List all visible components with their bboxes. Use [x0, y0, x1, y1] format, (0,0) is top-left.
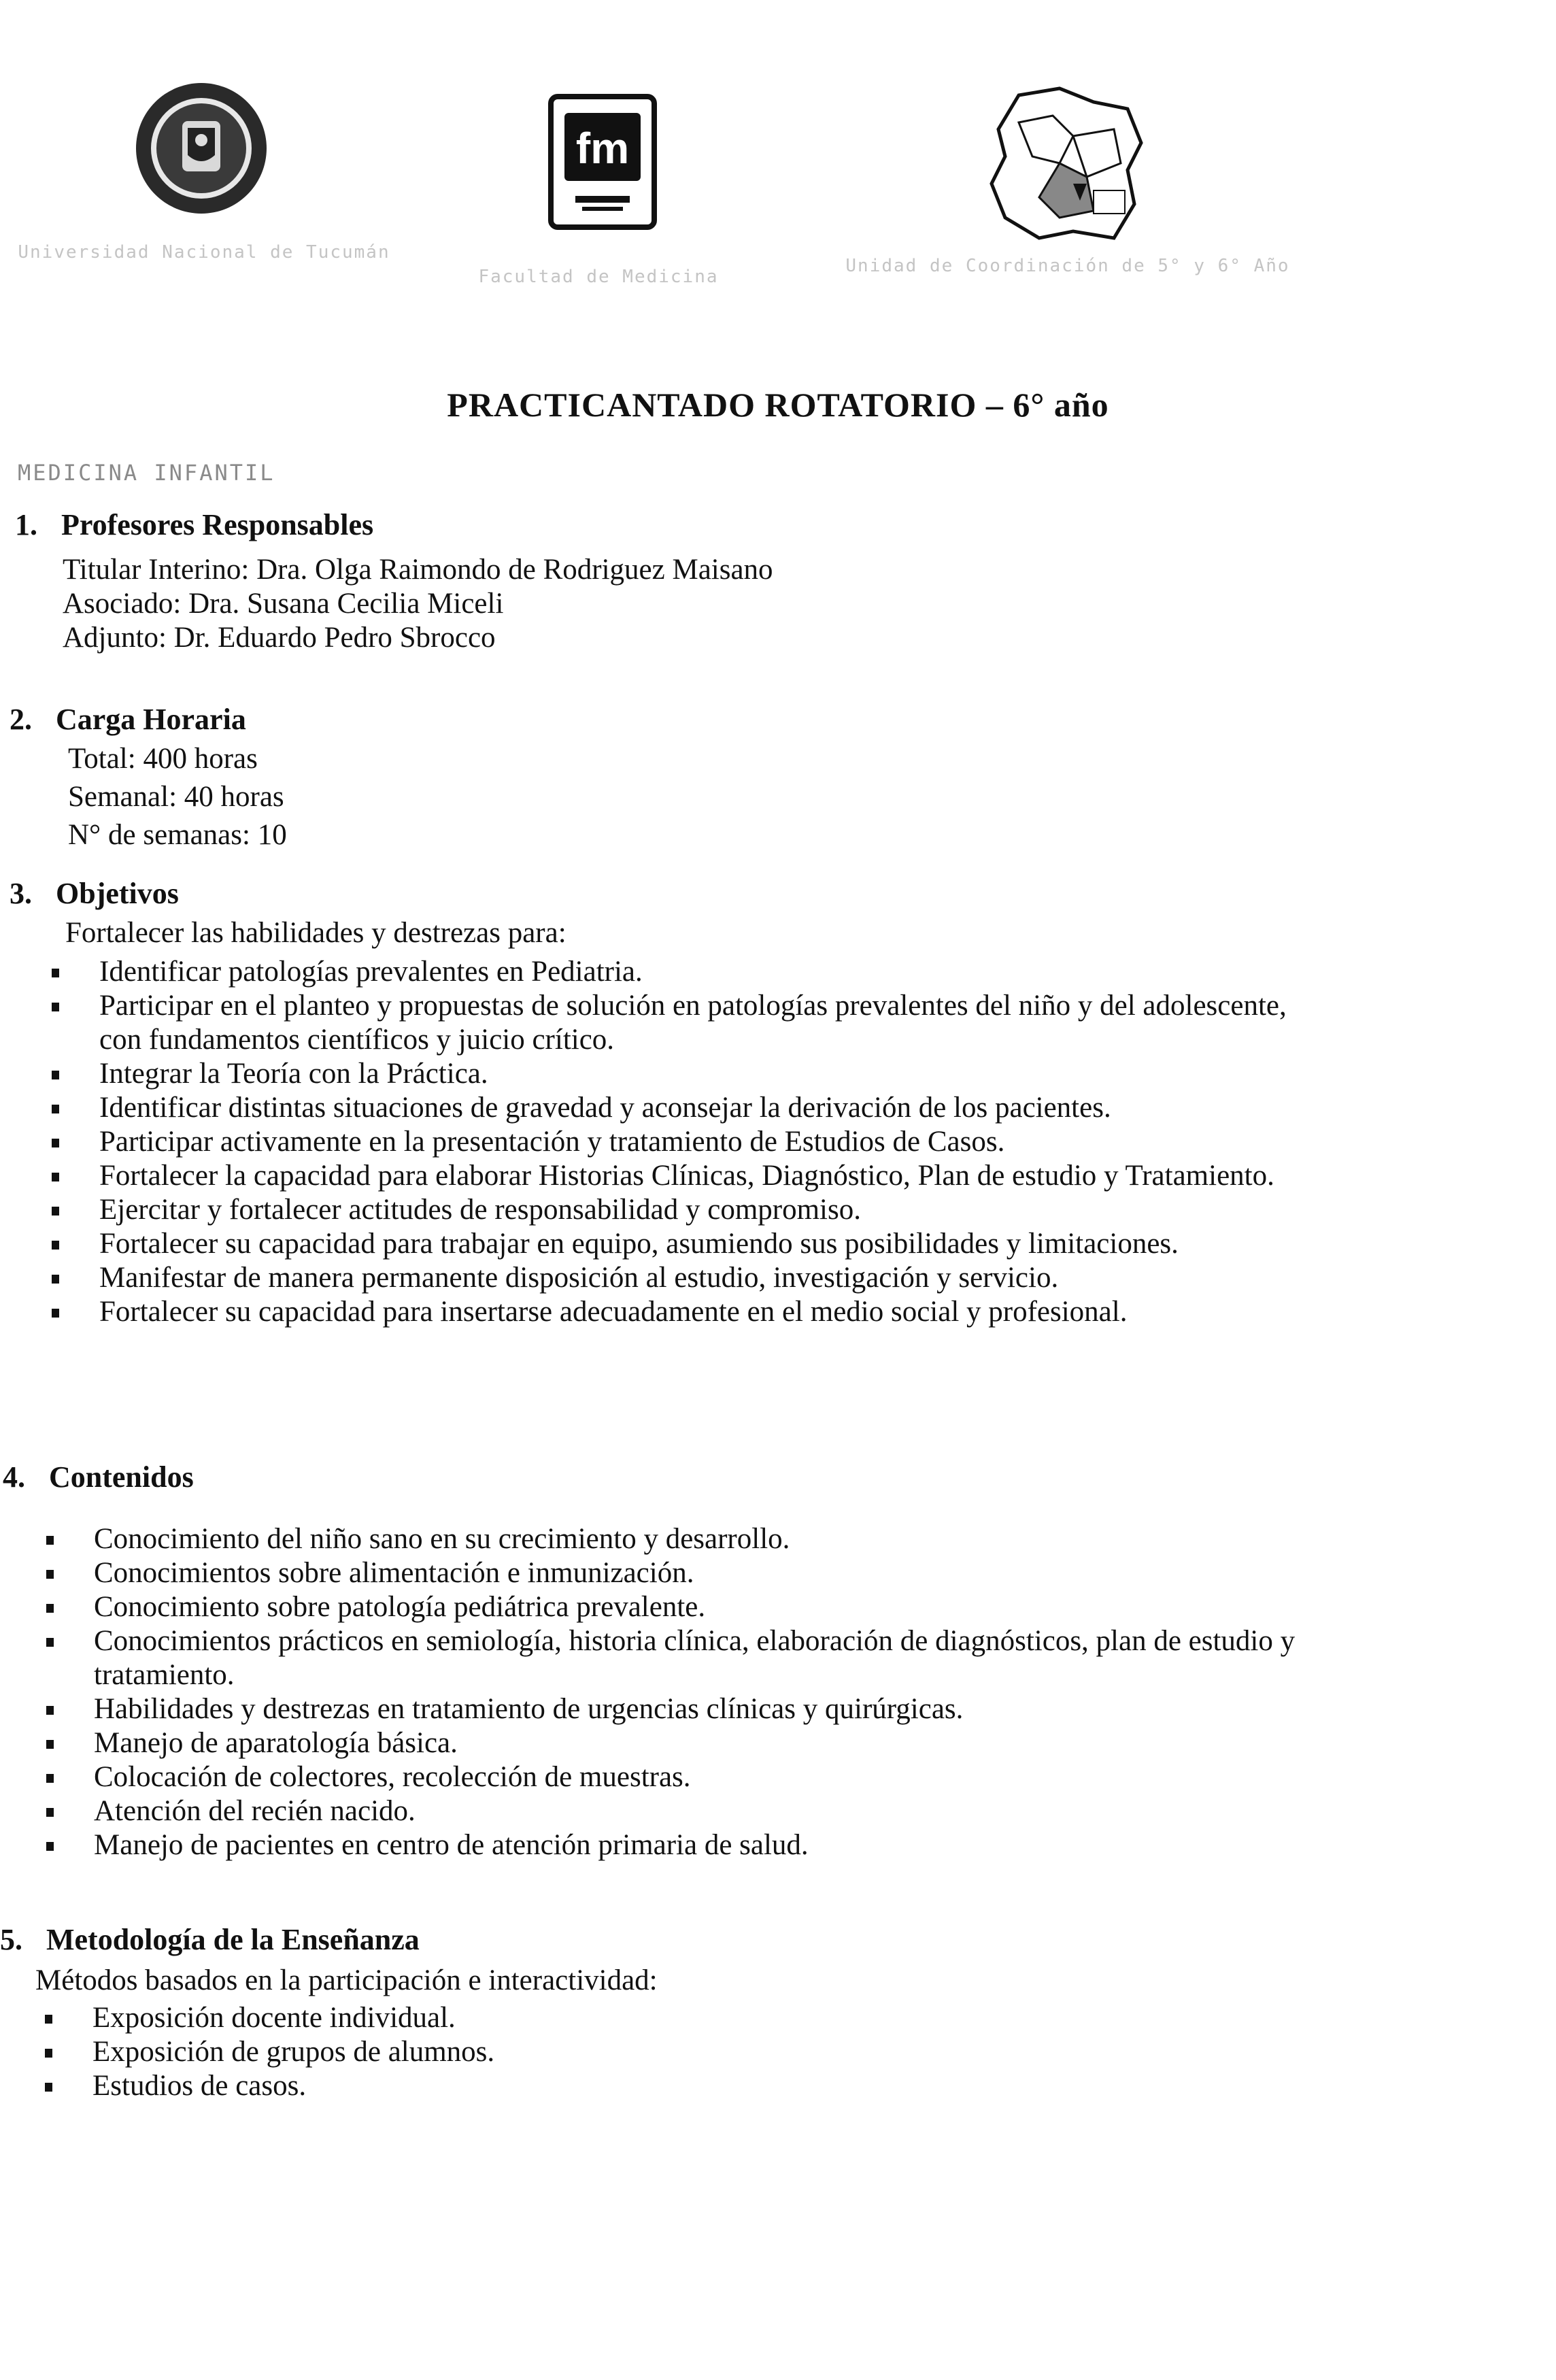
hours-line: Semanal: 40 horas	[68, 781, 284, 813]
list-item: Estudios de casos.	[44, 2069, 1268, 2103]
section-title: Carga Horaria	[56, 703, 246, 736]
professor-line: Asociado: Dra. Susana Cecilia Miceli	[63, 588, 504, 620]
objectives-list	[50, 955, 1288, 1329]
list-item: Participar activamente en la presentación y tratamiento de Estudios de Casos.	[50, 1125, 1288, 1159]
section-number: 2.	[10, 703, 32, 736]
objectives-intro: Fortalecer las habilidades y destrezas para:	[65, 917, 566, 949]
section-number: 3.	[10, 877, 32, 910]
list-item: Atención del recién nacido.	[45, 1794, 1296, 1828]
list-item: Exposición docente individual.	[44, 2001, 1268, 2035]
subject-label: MEDICINA INFANTIL	[18, 460, 275, 486]
list-item: Habilidades y destrezas en tratamiento de urgencias clínicas y quirúrgicas.	[45, 1692, 1296, 1726]
list-item: Exposición de grupos de alumnos.	[44, 2035, 1268, 2069]
list-item: Conocimientos sobre alimentación e inmunización.	[45, 1556, 1296, 1590]
list-item: Participar en el planteo y propuestas de solución en patologías prevalentes del niño y del adolescente, con fundamentos científicos y juicio crítico.	[50, 989, 1288, 1057]
section-heading	[10, 702, 246, 737]
methods-intro: Métodos basados en la participación e interactividad:	[35, 1964, 658, 1996]
methods-list	[44, 2001, 1268, 2103]
section-heading	[10, 876, 179, 911]
list-item: Conocimiento sobre patología pediátrica prevalente.	[45, 1590, 1296, 1624]
section-number: 4.	[3, 1460, 25, 1494]
list-item: Conocimientos prácticos en semiología, historia clínica, elaboración de diagnósticos, plan de estudio y tratamiento.	[45, 1624, 1296, 1692]
list-item: Fortalecer su capacidad para insertarse adecuadamente en el medio social y profesional.	[50, 1295, 1288, 1329]
svg-text:fm: fm	[575, 124, 630, 173]
list-item: Colocación de colectores, recolección de muestras.	[45, 1760, 1296, 1794]
contents-list	[45, 1522, 1296, 1862]
section-title: Objetivos	[56, 877, 179, 910]
list-item: Identificar distintas situaciones de gravedad y aconsejar la derivación de los pacientes.	[50, 1091, 1288, 1125]
list-item: Manifestar de manera permanente disposición al estudio, investigación y servicio.	[50, 1261, 1288, 1295]
list-item: Ejercitar y fortalecer actitudes de responsabilidad y compromiso.	[50, 1193, 1288, 1227]
list-item: Manejo de aparatología básica.	[45, 1726, 1296, 1760]
faculty-caption: Facultad de Medicina	[478, 267, 719, 287]
section-number: 5.	[0, 1923, 22, 1956]
professor-line: Titular Interino: Dra. Olga Raimondo de Rodriguez Maisano	[63, 554, 773, 586]
section-title: Contenidos	[49, 1460, 194, 1494]
hours-line: N° de semanas: 10	[68, 819, 287, 851]
faculty-logo	[548, 94, 657, 230]
university-seal	[133, 80, 269, 216]
section-title: Profesores Responsables	[61, 508, 374, 541]
list-item: Identificar patologías prevalentes en Pediatria.	[50, 955, 1288, 989]
section-heading	[3, 1460, 194, 1494]
section-number: 1.	[15, 508, 37, 541]
list-item: Conocimiento del niño sano en su crecimiento y desarrollo.	[45, 1522, 1296, 1556]
document-title: PRACTICANTADO ROTATORIO – 6° año	[447, 386, 1109, 424]
list-item: Manejo de pacientes en centro de atención primaria de salud.	[45, 1828, 1296, 1862]
section-heading	[15, 507, 373, 542]
list-item: Fortalecer su capacidad para trabajar en equipo, asumiendo sus posibilidades y limitaciones.	[50, 1227, 1288, 1261]
coordination-map	[978, 82, 1155, 245]
coordination-caption: Unidad de Coordinación de 5° y 6° Año	[845, 256, 1290, 276]
hours-line: Total: 400 horas	[68, 743, 258, 775]
section-heading	[0, 1922, 420, 1957]
university-caption: Universidad Nacional de Tucumán	[18, 242, 390, 263]
list-item: Fortalecer la capacidad para elaborar Historias Clínicas, Diagnóstico, Plan de estudio y Tratamiento.	[50, 1159, 1288, 1193]
section-title: Metodología de la Enseñanza	[46, 1923, 420, 1956]
professor-line: Adjunto: Dr. Eduardo Pedro Sbrocco	[63, 622, 496, 654]
list-item: Integrar la Teoría con la Práctica.	[50, 1057, 1288, 1091]
